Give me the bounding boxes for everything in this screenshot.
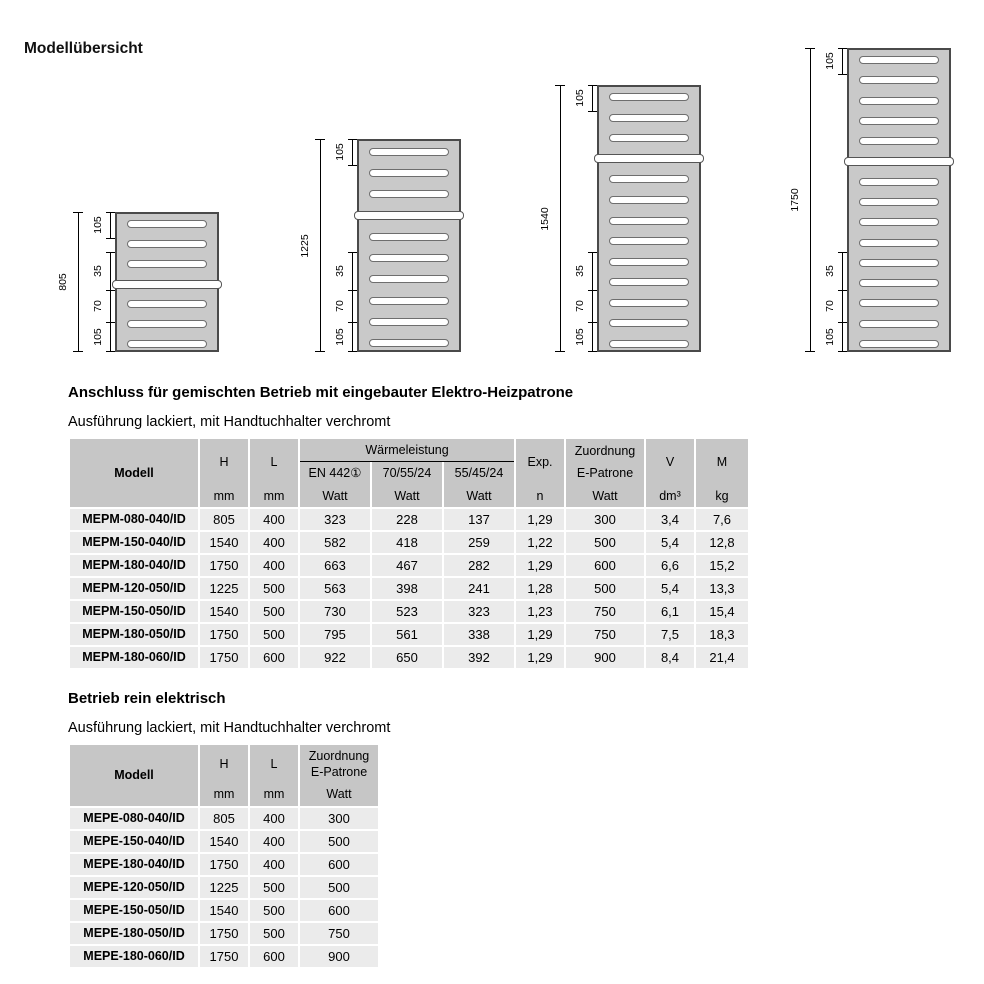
radiator-slot — [127, 220, 207, 228]
model-diagrams — [0, 32, 984, 352]
value-cell: 500 — [250, 923, 298, 946]
col-header-l: L — [250, 439, 298, 485]
unit-dm3: dm³ — [646, 485, 694, 509]
value-cell: 6,6 — [646, 555, 694, 578]
value-cell: 21,4 — [696, 647, 748, 670]
radiator-slot — [859, 340, 939, 348]
value-cell: 1540 — [200, 532, 248, 555]
section-electric-only — [68, 690, 968, 969]
segment-dimension-line — [110, 252, 111, 290]
value-cell: 259 — [444, 532, 514, 555]
radiator-slot — [859, 299, 939, 307]
value-cell: 12,8 — [696, 532, 748, 555]
col-header-zuordnung: Zuordnung — [566, 439, 644, 462]
unit-watt: Watt — [566, 485, 644, 509]
value-cell: 500 — [566, 578, 644, 601]
unit-mm: mm — [250, 485, 298, 509]
unit-mm: mm — [200, 783, 248, 807]
radiator-slot — [609, 278, 689, 286]
value-cell: 500 — [250, 900, 298, 923]
segment-70-label: 70 — [334, 300, 346, 312]
overall-dimension-line — [78, 212, 79, 352]
value-cell: 13,3 — [696, 578, 748, 601]
value-cell: 6,1 — [646, 601, 694, 624]
value-cell: 467 — [372, 555, 442, 578]
top-segment-label: 105 — [824, 52, 836, 70]
value-cell: 1540 — [200, 601, 248, 624]
dimension-tick — [106, 238, 115, 239]
towel-bar-slot — [354, 211, 464, 220]
value-cell: 1,22 — [516, 532, 564, 555]
model-name-cell: MEPE-180-050/ID — [70, 923, 198, 946]
dimension-tick — [805, 48, 815, 49]
value-cell: 1750 — [200, 946, 248, 969]
radiator-slot — [609, 93, 689, 101]
overall-dimension-line — [810, 48, 811, 352]
value-cell: 5,4 — [646, 578, 694, 601]
value-cell: 1,29 — [516, 624, 564, 647]
radiator-slot — [859, 97, 939, 105]
value-cell: 15,2 — [696, 555, 748, 578]
value-cell: 228 — [372, 509, 442, 532]
model-name-cell: MEPE-150-040/ID — [70, 831, 198, 854]
value-cell: 500 — [300, 831, 378, 854]
value-cell: 795 — [300, 624, 370, 647]
col-header-modell: Modell — [70, 745, 198, 808]
col-header-epatrone: E-Patrone — [566, 462, 644, 484]
value-cell: 730 — [300, 601, 370, 624]
table-row — [70, 808, 378, 831]
table-row — [70, 831, 378, 854]
value-cell: 582 — [300, 532, 370, 555]
radiator-slot — [859, 259, 939, 267]
value-cell: 282 — [444, 555, 514, 578]
towel-bar-slot — [112, 280, 222, 289]
radiator-slot — [369, 275, 449, 283]
segment-35-label: 35 — [574, 265, 586, 277]
segment-dimension-line — [352, 290, 353, 322]
radiator-slot — [609, 237, 689, 245]
dimension-tick — [805, 351, 815, 352]
value-cell: 392 — [444, 647, 514, 670]
table-row — [70, 578, 748, 601]
value-cell: 600 — [250, 946, 298, 969]
page-title: Modellübersicht — [24, 40, 143, 57]
table-row — [70, 509, 748, 532]
segment-dimension-line — [592, 322, 593, 352]
radiator-slot — [127, 340, 207, 348]
value-cell: 5,4 — [646, 532, 694, 555]
table-row — [70, 877, 378, 900]
value-cell: 900 — [566, 647, 644, 670]
unit-watt: Watt — [300, 485, 370, 509]
radiator-slot — [609, 319, 689, 327]
col-header-v: V — [646, 439, 694, 485]
zuordnung-label: Zuordnung — [308, 748, 370, 763]
col-header-l: L — [250, 745, 298, 784]
radiator-slot — [127, 240, 207, 248]
unit-n: n — [516, 485, 564, 509]
segment-70-label: 70 — [574, 300, 586, 312]
model-name-cell: MEPM-080-040/ID — [70, 509, 198, 532]
segment-35-label: 35 — [92, 265, 104, 277]
table-row — [70, 647, 748, 670]
value-cell: 400 — [250, 808, 298, 831]
segment-dimension-line — [110, 212, 111, 238]
table-body — [70, 509, 748, 670]
radiator-figure — [57, 212, 219, 352]
model-name-cell: MEPM-180-060/ID — [70, 647, 198, 670]
value-cell: 750 — [566, 624, 644, 647]
radiator-slot — [369, 297, 449, 305]
segment-dimension-line — [352, 322, 353, 352]
radiator-slot — [127, 260, 207, 268]
radiator-slot — [609, 299, 689, 307]
unit-kg: kg — [696, 485, 748, 509]
value-cell: 600 — [300, 854, 378, 877]
value-cell: 1,23 — [516, 601, 564, 624]
col-header-h: H — [200, 439, 248, 485]
unit-watt: Watt — [372, 485, 442, 509]
value-cell: 241 — [444, 578, 514, 601]
value-cell: 338 — [444, 624, 514, 647]
model-name-cell: MEPE-080-040/ID — [70, 808, 198, 831]
value-cell: 1,29 — [516, 647, 564, 670]
model-name-cell: MEPM-180-040/ID — [70, 555, 198, 578]
model-name-cell: MEPM-150-050/ID — [70, 601, 198, 624]
unit-watt: Watt — [300, 783, 378, 807]
value-cell: 1750 — [200, 923, 248, 946]
radiator-slot — [369, 339, 449, 347]
radiator-slot — [369, 148, 449, 156]
dimension-tick — [73, 351, 83, 352]
value-cell: 1750 — [200, 854, 248, 877]
segment-70-label: 70 — [824, 300, 836, 312]
dimension-tick — [73, 212, 83, 213]
radiator-slot — [859, 218, 939, 226]
radiator-body — [357, 139, 461, 352]
section-mixed-operation — [68, 384, 968, 670]
radiator-slot — [609, 114, 689, 122]
value-cell: 1540 — [200, 900, 248, 923]
radiator-slot — [127, 320, 207, 328]
value-cell: 750 — [300, 923, 378, 946]
value-cell: 1225 — [200, 578, 248, 601]
value-cell: 7,5 — [646, 624, 694, 647]
value-cell: 1,29 — [516, 555, 564, 578]
value-cell: 300 — [300, 808, 378, 831]
segment-35-label: 35 — [824, 265, 836, 277]
radiator-slot — [369, 233, 449, 241]
radiator-slot — [859, 178, 939, 186]
table-header — [70, 745, 378, 808]
radiator-slot — [859, 137, 939, 145]
dimension-tick — [588, 111, 597, 112]
radiator-slot — [859, 320, 939, 328]
radiator-slot — [369, 169, 449, 177]
model-name-cell: MEPM-180-050/ID — [70, 624, 198, 647]
unit-mm: mm — [200, 485, 248, 509]
model-name-cell: MEPE-180-060/ID — [70, 946, 198, 969]
content — [68, 376, 968, 969]
radiator-slot — [859, 198, 939, 206]
value-cell: 500 — [300, 877, 378, 900]
value-cell: 15,4 — [696, 601, 748, 624]
value-cell: 561 — [372, 624, 442, 647]
table-row — [70, 601, 748, 624]
table-row — [70, 555, 748, 578]
value-cell: 500 — [250, 624, 298, 647]
towel-bar-slot — [844, 157, 954, 166]
value-cell: 663 — [300, 555, 370, 578]
value-cell: 323 — [444, 601, 514, 624]
segment-dimension-line — [842, 252, 843, 290]
radiator-slot — [609, 134, 689, 142]
value-cell: 400 — [250, 854, 298, 877]
value-cell: 523 — [372, 601, 442, 624]
segment-105-label: 105 — [824, 328, 836, 346]
overall-height-label: 1225 — [299, 233, 311, 258]
value-cell: 300 — [566, 509, 644, 532]
value-cell: 563 — [300, 578, 370, 601]
dimension-tick — [555, 351, 565, 352]
radiator-slot — [369, 254, 449, 262]
segment-dimension-line — [110, 290, 111, 322]
value-cell: 1540 — [200, 831, 248, 854]
col-header-55-45-24: 55/45/24 — [444, 462, 514, 484]
col-header-exp: Exp. — [516, 439, 564, 485]
value-cell: 650 — [372, 647, 442, 670]
col-header-70-55-24: 70/55/24 — [372, 462, 442, 484]
value-cell: 1,29 — [516, 509, 564, 532]
overall-dimension-line — [320, 139, 321, 352]
radiator-figure — [789, 48, 951, 352]
radiator-slot — [369, 318, 449, 326]
table-row — [70, 946, 378, 969]
radiator-slot — [859, 117, 939, 125]
col-header-m: M — [696, 439, 748, 485]
value-cell: 1750 — [200, 647, 248, 670]
col-header-en442: EN 442① — [300, 462, 370, 484]
segment-105-label: 105 — [574, 328, 586, 346]
segment-105-label: 105 — [92, 328, 104, 346]
value-cell: 600 — [566, 555, 644, 578]
radiator-slot — [127, 300, 207, 308]
segment-70-label: 70 — [92, 300, 104, 312]
model-name-cell: MEPM-150-040/ID — [70, 532, 198, 555]
value-cell: 8,4 — [646, 647, 694, 670]
value-cell: 400 — [250, 555, 298, 578]
value-cell: 900 — [300, 946, 378, 969]
value-cell: 7,6 — [696, 509, 748, 532]
value-cell: 137 — [444, 509, 514, 532]
radiator-slot — [859, 56, 939, 64]
top-segment-label: 105 — [92, 216, 104, 234]
value-cell: 805 — [200, 808, 248, 831]
segment-dimension-line — [842, 48, 843, 74]
towel-bar-slot — [594, 154, 704, 163]
table-row — [70, 532, 748, 555]
radiator-slot — [609, 258, 689, 266]
top-segment-label: 105 — [334, 143, 346, 161]
segment-dimension-line — [592, 252, 593, 290]
radiator-figure — [539, 85, 701, 352]
unit-watt: Watt — [444, 485, 514, 509]
table-row — [70, 854, 378, 877]
radiator-figure — [299, 139, 461, 352]
section-heading: Anschluss für gemischten Betrieb mit eingebauter Elektro-Heizpatrone — [68, 384, 574, 401]
radiator-slot — [859, 76, 939, 84]
col-header-modell: Modell — [70, 439, 198, 509]
table-row — [70, 624, 748, 647]
value-cell: 500 — [250, 601, 298, 624]
radiator-body — [597, 85, 701, 352]
dimension-tick — [315, 139, 325, 140]
radiator-body — [115, 212, 219, 352]
value-cell: 600 — [250, 647, 298, 670]
dimension-tick — [348, 165, 357, 166]
value-cell: 500 — [566, 532, 644, 555]
table-body — [70, 808, 378, 969]
col-header-waermeleistung: Wärmeleistung — [300, 439, 514, 462]
segment-dimension-line — [842, 290, 843, 322]
model-name-cell: MEPE-180-040/ID — [70, 854, 198, 877]
segment-dimension-line — [842, 322, 843, 352]
value-cell: 500 — [250, 877, 298, 900]
segment-105-label: 105 — [334, 328, 346, 346]
value-cell: 1750 — [200, 555, 248, 578]
overall-dimension-line — [560, 85, 561, 352]
radiator-slot — [369, 190, 449, 198]
section-subheading: Ausführung lackiert, mit Handtuchhalter verchromt — [68, 719, 391, 736]
table-header — [70, 439, 748, 509]
model-name-cell: MEPM-120-050/ID — [70, 578, 198, 601]
radiator-slot — [609, 217, 689, 225]
section-subheading: Ausführung lackiert, mit Handtuchhalter verchromt — [68, 414, 391, 430]
value-cell: 750 — [566, 601, 644, 624]
section-heading: Betrieb rein elektrisch — [68, 689, 226, 707]
value-cell: 500 — [250, 578, 298, 601]
mixed-operation-table — [68, 439, 750, 670]
radiator-slot — [859, 239, 939, 247]
value-cell: 400 — [250, 509, 298, 532]
value-cell: 3,4 — [646, 509, 694, 532]
overall-height-label: 805 — [57, 273, 69, 291]
radiator-slot — [609, 196, 689, 204]
segment-dimension-line — [110, 322, 111, 352]
col-header-h: H — [200, 745, 248, 784]
dimension-tick — [838, 74, 847, 75]
value-cell: 400 — [250, 532, 298, 555]
segment-35-label: 35 — [334, 265, 346, 277]
radiator-slot — [609, 175, 689, 183]
segment-dimension-line — [352, 252, 353, 290]
segment-dimension-line — [592, 290, 593, 322]
table-row — [70, 923, 378, 946]
overall-height-label: 1750 — [789, 188, 801, 212]
value-cell: 1,28 — [516, 578, 564, 601]
electric-only-table — [68, 745, 380, 969]
value-cell: 922 — [300, 647, 370, 670]
model-name-cell: MEPE-120-050/ID — [70, 877, 198, 900]
top-segment-label: 105 — [574, 89, 586, 107]
radiator-slot — [859, 279, 939, 287]
value-cell: 1225 — [200, 877, 248, 900]
unit-mm: mm — [250, 783, 298, 807]
value-cell: 805 — [200, 509, 248, 532]
value-cell: 1750 — [200, 624, 248, 647]
table-row — [70, 900, 378, 923]
value-cell: 600 — [300, 900, 378, 923]
value-cell: 323 — [300, 509, 370, 532]
radiator-slot — [609, 340, 689, 348]
value-cell: 18,3 — [696, 624, 748, 647]
value-cell: 400 — [250, 831, 298, 854]
dimension-tick — [315, 351, 325, 352]
overall-height-label: 1540 — [539, 206, 551, 231]
segment-dimension-line — [352, 139, 353, 165]
segment-dimension-line — [592, 85, 593, 111]
value-cell: 418 — [372, 532, 442, 555]
dimension-tick — [555, 85, 565, 86]
col-header-zuordnung — [300, 745, 378, 784]
epatrone-label: E-Patrone — [310, 765, 368, 779]
value-cell: 398 — [372, 578, 442, 601]
model-name-cell: MEPE-150-050/ID — [70, 900, 198, 923]
radiator-body — [847, 48, 951, 352]
